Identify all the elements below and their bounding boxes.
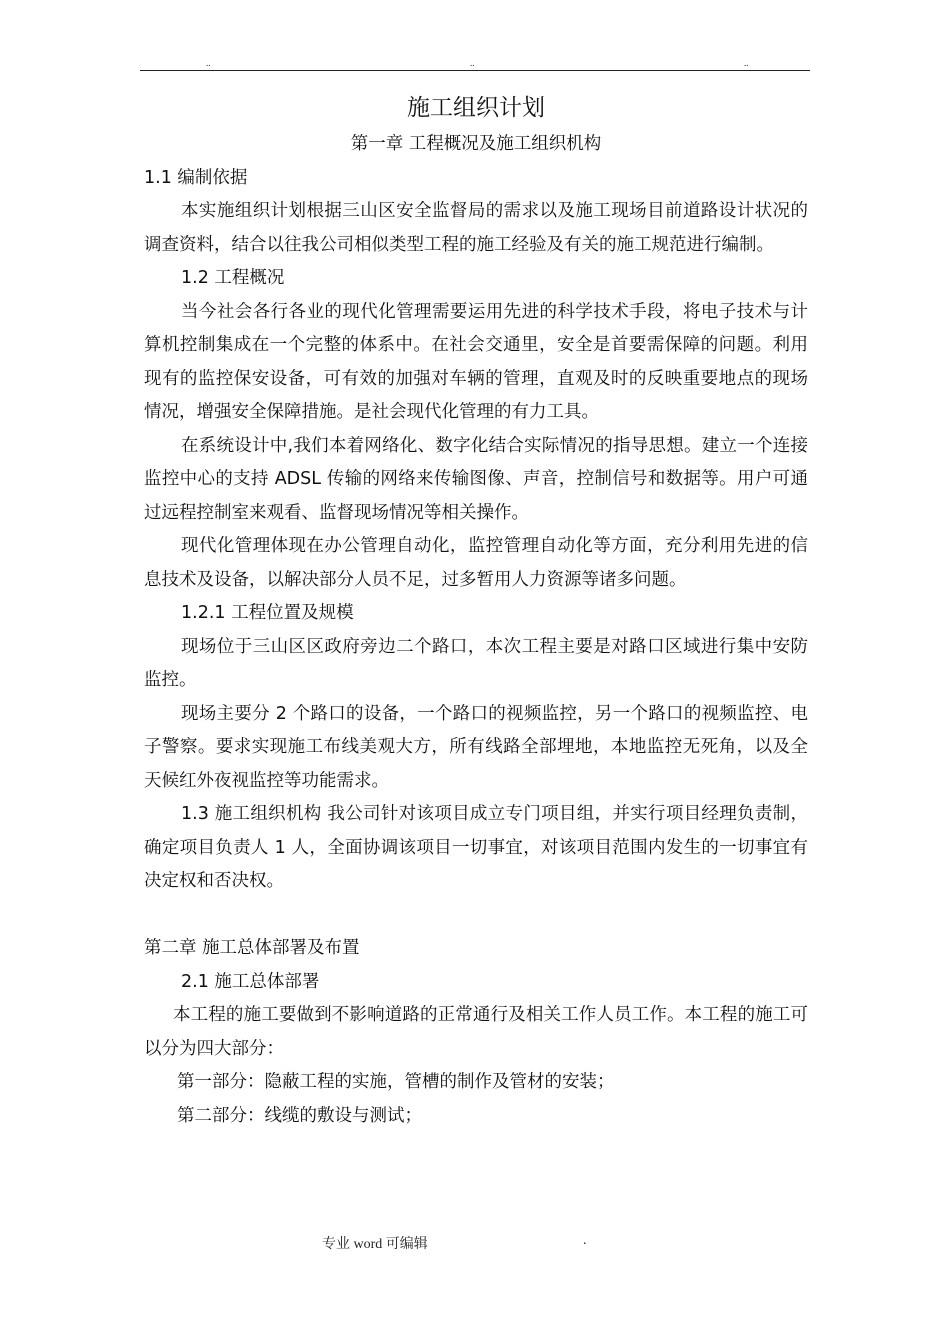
page-header bbox=[140, 58, 810, 70]
footer-note: 专业 word 可编辑 bbox=[322, 1237, 428, 1252]
chapter-1-heading: 第一章 工程概况及施工组织机构 bbox=[350, 134, 602, 154]
header-mark-center: .. bbox=[470, 58, 475, 68]
header-rule bbox=[140, 70, 810, 71]
paragraph-1: 本实施组织计划根据三山区安全监督局的需求以及施工现场目前道路设计状况的调查资料，结合以往我公司相似类型工程的施工经验及有关的施工规范进行编制。 bbox=[144, 201, 808, 255]
document-title: 施工组织计划 bbox=[407, 95, 545, 121]
document-body bbox=[144, 88, 808, 1133]
section-1-2-heading: 1.2 工程概况 bbox=[181, 268, 285, 288]
blank-line bbox=[144, 899, 808, 933]
paragraph-7: 1.3 施工组织机构 我公司针对该项目成立专门项目组，并实行项目经理负责制，确定项目负责人 1 人，全面协调该项目一切事宜，对该项目范围内发生的一切事宜有决定权和否决权。 bbox=[144, 804, 808, 891]
section-2-1-heading: 2.1 施工总体部署 bbox=[181, 971, 320, 992]
paragraph-8: 本工程的施工要做到不影响道路的正常通行及相关工作人员工作。本工程的施工可以分为四大部分： bbox=[144, 1005, 808, 1059]
chapter-2-heading: 第二章 施工总体部署及布置 bbox=[144, 938, 360, 958]
paragraph-6: 现场主要分 2 个路口的设备，一个路口的视频监控，另一个路口的视频监控、电子警察。要求实现施工布线美观大方，所有线路全部埋地，本地监控无死角，以及全天候红外夜视监控等功能需求。 bbox=[144, 703, 808, 791]
paragraph-5: 现场位于三山区区政府旁边二个路口，本次工程主要是对路口区域进行集中安防监控。 bbox=[144, 636, 808, 690]
section-1-1-heading: 1.1 编制依据 bbox=[144, 167, 248, 188]
list-item-2: 第二部分：线缆的敷设与测试； bbox=[177, 1105, 422, 1126]
header-mark-left: .. bbox=[206, 58, 211, 68]
header-mark-right: .. bbox=[744, 58, 749, 68]
paragraph-2: 当今社会各行各业的现代化管理需要运用先进的科学技术手段，将电子技术与计算机控制集成在一个完整的体系中。在社会交通里，安全是首要需保障的问题。利用现有的监控保安设备，可有效的加强对车辆的管理，直观及时的反映重要地点的现场情况，增强安全保障措施。是社会现代化管理的有力工具。 bbox=[144, 301, 808, 422]
section-1-2-1-heading: 1.2.1 工程位置及规模 bbox=[181, 603, 354, 623]
page-footer bbox=[0, 1233, 950, 1253]
paragraph-3: 在系统设计中,我们本着网络化、数字化结合实际情况的指导思想。建立一个连接监控中心的支持 ADSL 传输的网络来传输图像、声音，控制信号和数据等。用户可通过远程控制室来观看、监督现场情况等相关操作。 bbox=[144, 435, 808, 523]
footer-mark: . bbox=[583, 1233, 587, 1248]
paragraph-4: 现代化管理体现在办公管理自动化，监控管理自动化等方面，充分利用先进的信息技术及设备，以解决部分人员不足，过多暂用人力资源等诸多问题。 bbox=[144, 536, 808, 590]
list-item-1: 第一部分：隐蔽工程的实施，管槽的制作及管材的安装； bbox=[177, 1072, 615, 1092]
